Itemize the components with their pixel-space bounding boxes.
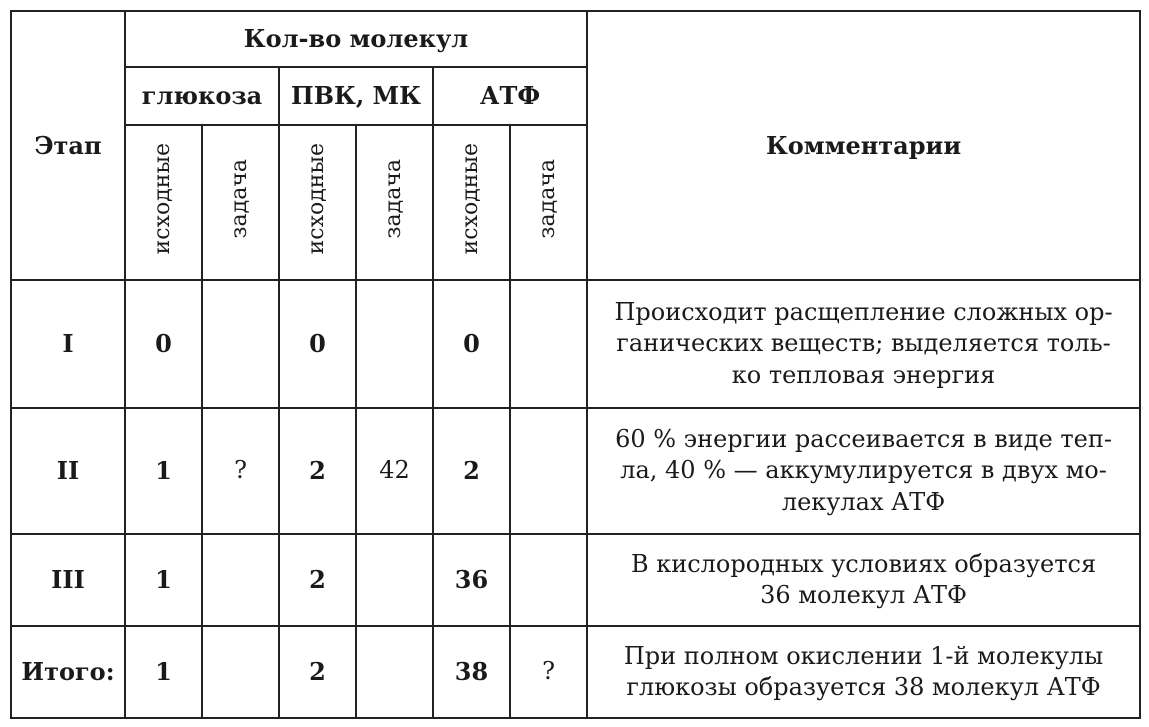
subheader-initial: исходные — [458, 142, 484, 255]
cell-pvk-task: 42 — [356, 408, 433, 534]
subheader-task: задача — [535, 158, 561, 239]
stage-label: II — [11, 408, 125, 534]
header-group-glucose: глюкоза — [125, 67, 279, 125]
cell-glucose-initial: 1 — [125, 534, 202, 626]
subheader-initial: исходные — [150, 142, 176, 255]
table-row — [11, 280, 1140, 408]
subheader-cell — [510, 125, 587, 280]
cell-atp-initial: 38 — [433, 626, 510, 718]
header-group-atp: АТФ — [433, 67, 587, 125]
cell-pvk-initial: 2 — [279, 534, 356, 626]
cell-glucose-initial: 0 — [125, 280, 202, 408]
cell-glucose-task — [202, 626, 279, 718]
subheader-initial: исходные — [304, 142, 330, 255]
subheader-task: задача — [227, 158, 253, 239]
subheader-cell — [279, 125, 356, 280]
cell-atp-initial: 2 — [433, 408, 510, 534]
comment-cell: При полном окислении 1-й молекулы глюкозы образуется 38 молекул АТФ — [587, 626, 1140, 718]
stage-label: III — [11, 534, 125, 626]
cell-atp-task — [510, 280, 587, 408]
cell-glucose-task — [202, 280, 279, 408]
header-stage: Этап — [11, 11, 125, 280]
header-comments: Комментарии — [587, 11, 1140, 280]
cell-glucose-task — [202, 534, 279, 626]
cell-atp-task: ? — [510, 626, 587, 718]
cell-atp-initial: 36 — [433, 534, 510, 626]
cell-glucose-task: ? — [202, 408, 279, 534]
cell-atp-task — [510, 408, 587, 534]
cell-glucose-initial: 1 — [125, 408, 202, 534]
cell-pvk-initial: 2 — [279, 408, 356, 534]
cell-pvk-task — [356, 626, 433, 718]
table-row — [11, 408, 1140, 534]
cell-glucose-initial: 1 — [125, 626, 202, 718]
header-molecules: Кол-во молекул — [125, 11, 587, 67]
energy-stages-table — [10, 10, 1141, 719]
comment-cell: В кислородных условиях образуется 36 молекул АТФ — [587, 534, 1140, 626]
header-group-pvk: ПВК, МК — [279, 67, 433, 125]
table-row — [11, 626, 1140, 718]
stage-label: Итого: — [11, 626, 125, 718]
subheader-cell — [356, 125, 433, 280]
cell-pvk-initial: 0 — [279, 280, 356, 408]
subheader-cell — [433, 125, 510, 280]
subheader-cell — [125, 125, 202, 280]
cell-pvk-initial: 2 — [279, 626, 356, 718]
cell-pvk-task — [356, 280, 433, 408]
cell-atp-task — [510, 534, 587, 626]
cell-atp-initial: 0 — [433, 280, 510, 408]
subheader-cell — [202, 125, 279, 280]
cell-pvk-task — [356, 534, 433, 626]
comment-cell: 60 % энергии рассеивается в виде теп- ла, 40 % — аккумулируется в двух мо- лекулах АТФ — [587, 408, 1140, 534]
comment-cell: Происходит расщепление сложных ор- ганических веществ; выделяется толь- ко тепловая энергия — [587, 280, 1140, 408]
subheader-task: задача — [381, 158, 407, 239]
stage-label: I — [11, 280, 125, 408]
table-row — [11, 534, 1140, 626]
